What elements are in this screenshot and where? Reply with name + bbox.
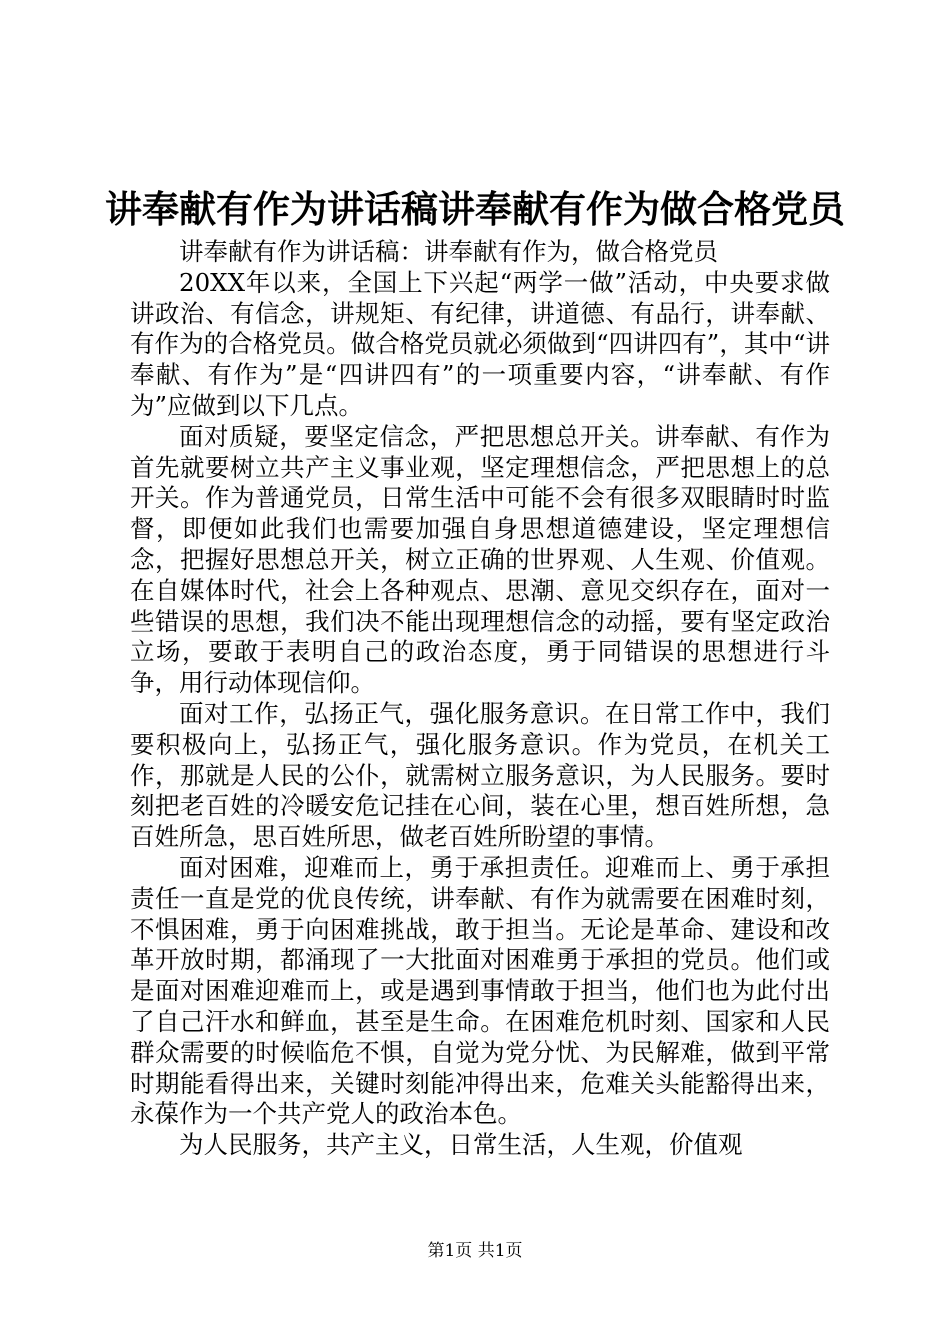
paragraph-subtitle: 讲奉献有作为讲话稿：讲奉献有作为，做合格党员 <box>179 237 718 266</box>
document-title: 讲奉献有作为讲话稿讲奉献有作为做合格党员 <box>105 187 845 231</box>
paragraph-work: 面对工作，弘扬正气，强化服务意识。在日常工作中，我们要积极向上，弘扬正气，强化服务意识。作为党员，在机关工作，那就是人民的公仆，就需树立服务意识，为人民服务。要时刻把老百姓的冷暖安危记挂在心间，装在心里，想百姓所想，急百姓所急，思百姓所思，做老百姓所盼望的事情。 <box>130 698 830 852</box>
document-body <box>130 237 830 1161</box>
paragraph-keywords: 为人民服务，共产主义，日常生活，人生观，价值观 <box>179 1130 743 1160</box>
paragraph-intro: 20XX年以来，全国上下兴起“两学一做”活动，中央要求做讲政治、有信念，讲规矩、有纪律，讲道德、有品行，讲奉献、有作为的合格党员。做合格党员就必须做到“四讲四有”，其中“讲奉献、有作为”是“四讲四有”的一项重要内容，“讲奉献、有作为”应做到以下几点。 <box>130 267 830 420</box>
paragraph-belief: 面对质疑，要坚定信念，严把思想总开关。讲奉献、有作为首先就要树立共产主义事业观，坚定理想信念，严把思想上的总开关。作为普通党员，日常生活中可能不会有很多双眼睛时时监督，即便如此我们也需要加强自身思想道德建设，坚定理想信念，把握好思想总开关，树立正确的世界观、人生观、价值观。在自媒体时代，社会上各种观点、思潮、意见交织存在，面对一些错误的思想，我们决不能出现理想信念的动摇，要有坚定政治立场，要敢于表明自己的政治态度，勇于同错误的思想进行斗争，用行动体现信仰。 <box>130 421 830 698</box>
paragraph-difficulty: 面对困难，迎难而上，勇于承担责任。迎难而上、勇于承担责任一直是党的优良传统，讲奉献、有作为就需要在困难时刻，不惧困难，勇于向困难挑战，敢于担当。无论是革命、建设和改革开放时期，都涌现了一大批面对困难勇于承担的党员。他们或是面对困难迎难而上，或是遇到事情敢于担当，他们也为此付出了自己汗水和鲜血，甚至是生命。在困难危机时刻、国家和人民群众需要的时候临危不惧，自觉为党分忧、为民解难，做到平常时期能看得出来，关键时刻能冲得出来，危难关头能豁得出来，永葆作为一个共产党人的政治本色。 <box>130 852 830 1129</box>
page-footer: 第1页 共1页 <box>427 1241 523 1261</box>
